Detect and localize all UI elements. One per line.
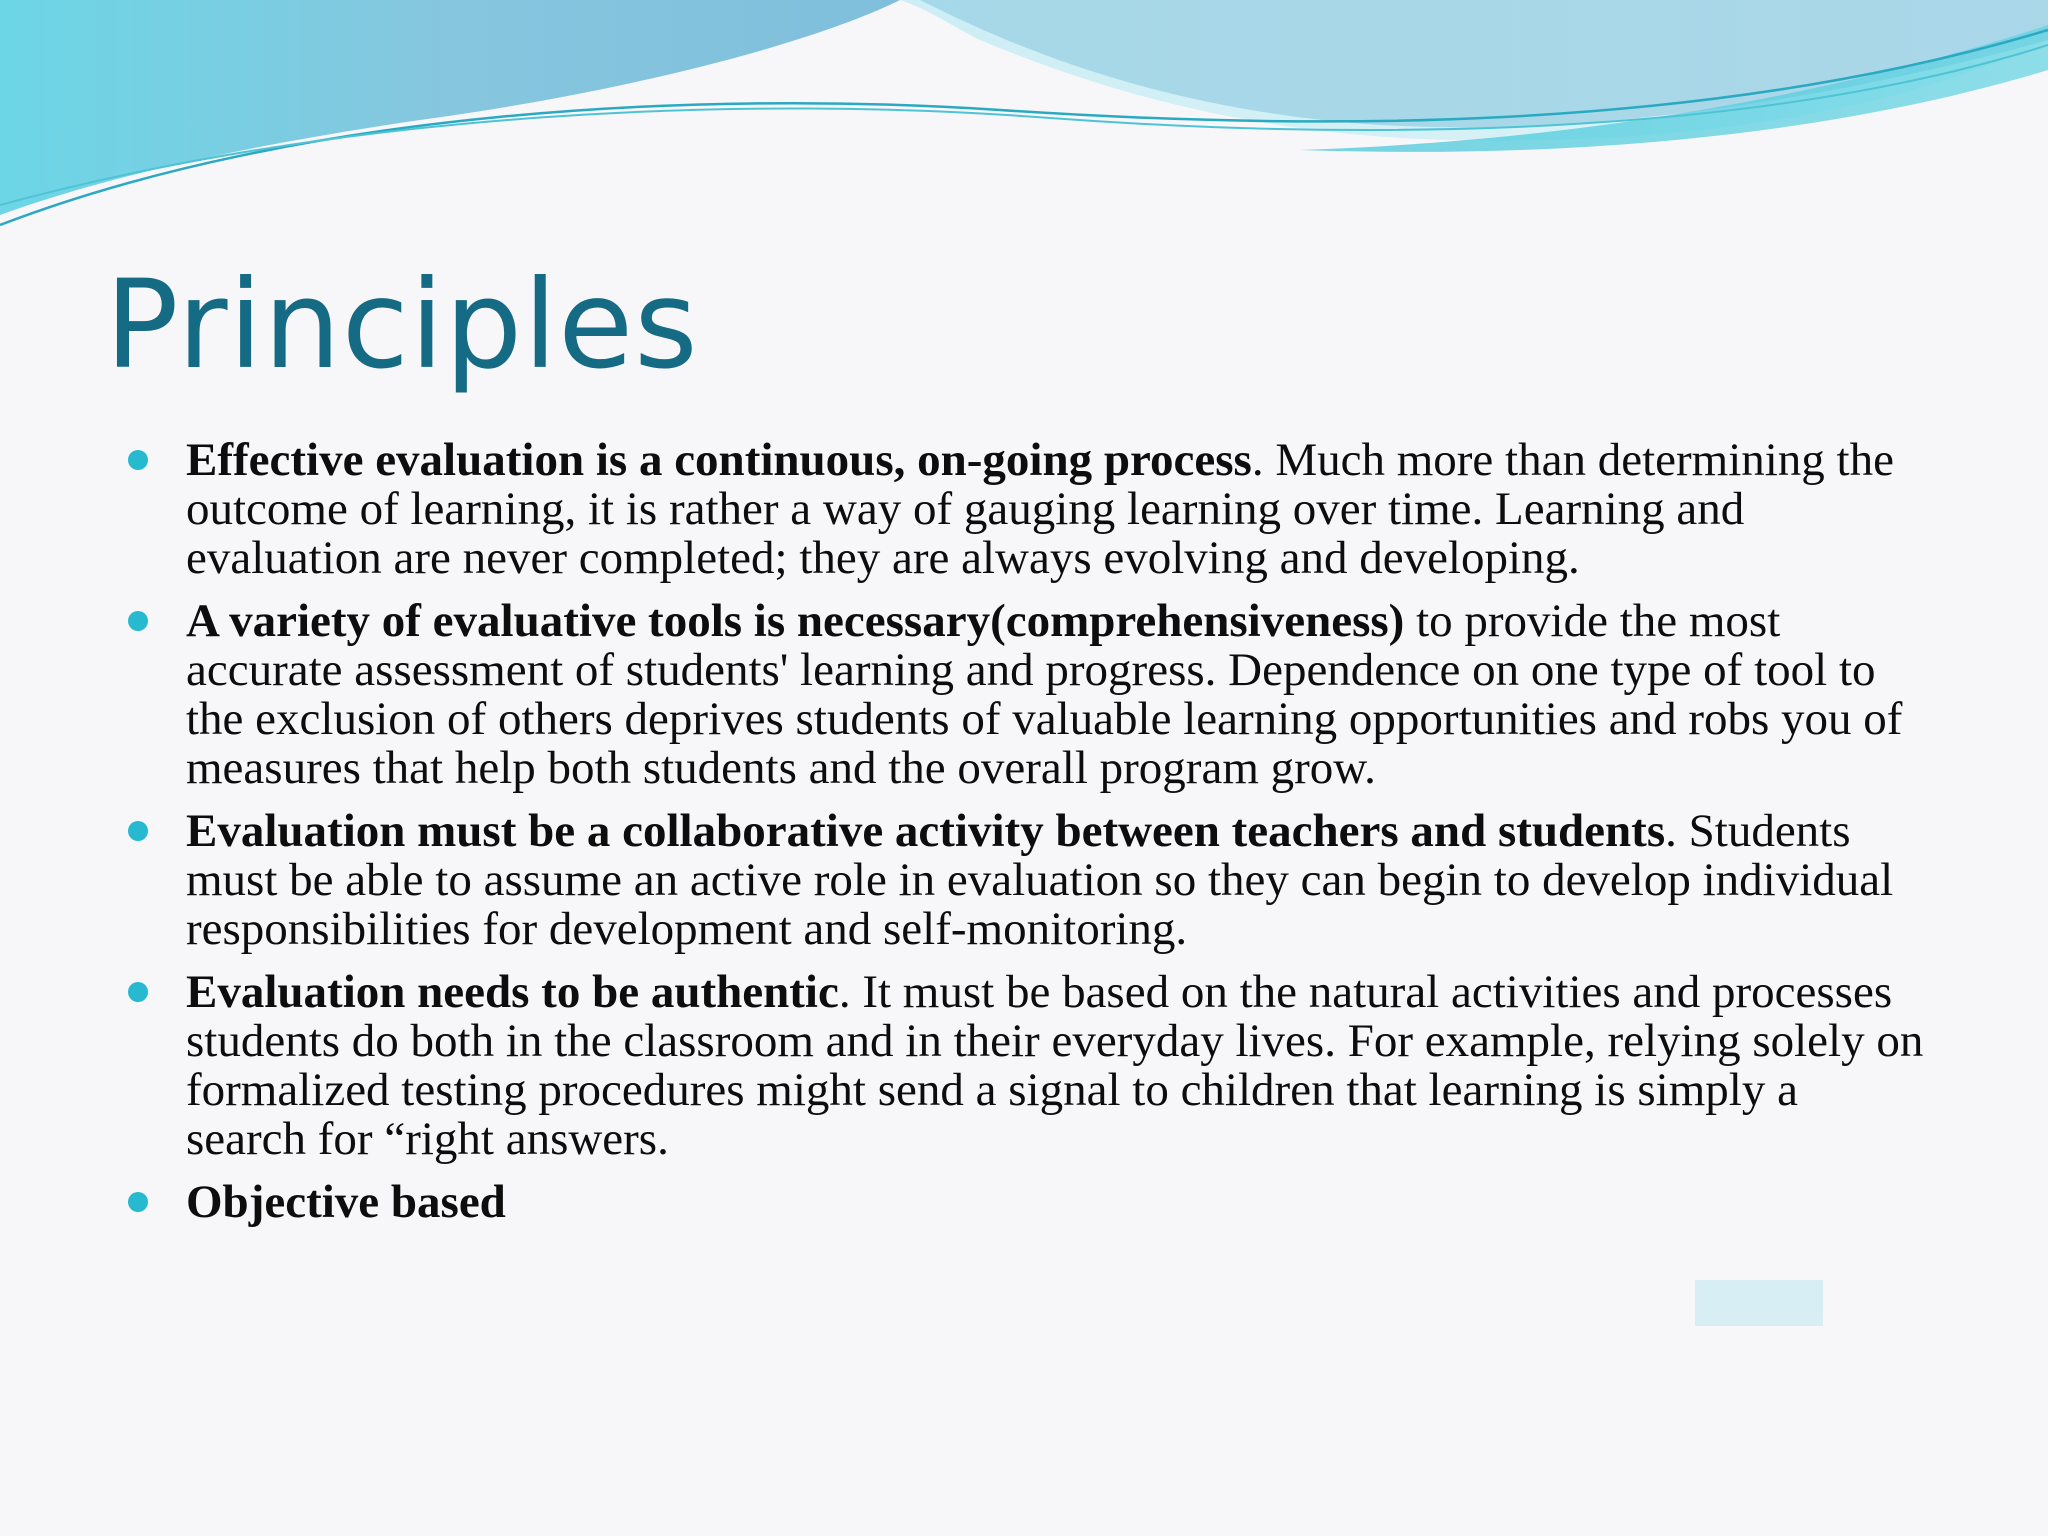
bullet-item (128, 1178, 1928, 1227)
bullet-dot-icon (128, 611, 148, 631)
bullet-item (128, 807, 1928, 954)
bullet-dot-icon (128, 982, 148, 1002)
bullet-text: . Students must be able to assume an active role in evaluation so they can begin to develop individual responsibilities for development and self-monitoring. (186, 805, 1894, 955)
bullet-text: . Much more than determining the outcome of learning, it is rather a way of gauging learning over time. Learning and evaluation are never completed; they are always evolving and developing. (186, 434, 1894, 584)
overlay-artifact (1695, 1280, 1823, 1326)
header-wave-decoration (0, 0, 2048, 240)
bullet-dot-icon (128, 450, 148, 470)
bullet-dot-icon (128, 1192, 148, 1212)
bullet-item (128, 968, 1928, 1164)
bullet-text: to provide the most accurate assessment of students' learning and progress. Dependence on one type of tool to the exclusion of others deprives students of valuable learning opportunities and robs you of measures that help both students and the overall program grow. (186, 595, 1903, 794)
bullet-heading: A variety of evaluative tools is necessary(comprehensiveness) (186, 595, 1405, 647)
bullet-text: . It must be based on the natural activities and processes students do both in the classroom and in their everyday lives. For example, relying solely on formalized testing procedures might send a signal to children that learning is simply a search for “right answers. (186, 966, 1924, 1165)
bullet-item (128, 597, 1928, 793)
bullet-heading: Evaluation needs to be authentic (186, 966, 839, 1018)
bullet-heading: Objective based (186, 1176, 506, 1228)
bullet-item (128, 436, 1928, 583)
bullet-dot-icon (128, 821, 148, 841)
bullet-heading: Evaluation must be a collaborative activity between teachers and students (186, 805, 1666, 857)
slide-title: Principles (105, 254, 699, 396)
bullet-heading: Effective evaluation is a continuous, on-going process (186, 434, 1252, 486)
bullet-list (128, 436, 1928, 1241)
